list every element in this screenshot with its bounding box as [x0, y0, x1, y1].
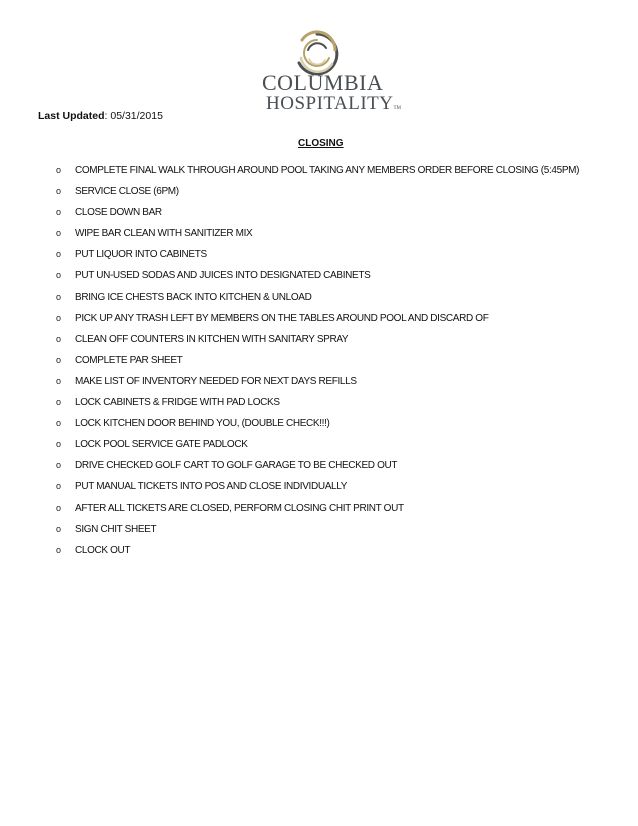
bullet-icon: o	[56, 544, 62, 555]
checklist-item	[0, 308, 638, 329]
checklist-item-text: PICK UP ANY TRASH LEFT BY MEMBERS ON THE TABLES AROUND POOL AND DISCARD OF	[75, 312, 489, 324]
checklist-item	[0, 540, 638, 561]
checklist-item-text: AFTER ALL TICKETS ARE CLOSED, PERFORM CLOSING CHIT PRINT OUT	[75, 502, 404, 514]
bullet-icon: o	[56, 523, 62, 534]
checklist-item	[0, 455, 638, 476]
checklist-item-text: SIGN CHIT SHEET	[75, 523, 157, 535]
bullet-icon: o	[56, 460, 62, 471]
checklist-item	[0, 519, 638, 540]
bullet-icon: o	[56, 481, 62, 492]
closing-checklist	[0, 160, 638, 561]
bullet-icon: o	[56, 228, 62, 239]
columbia-hospitality-logo	[262, 30, 401, 118]
bullet-icon: o	[56, 312, 62, 323]
bullet-icon: o	[56, 397, 62, 408]
checklist-item-text: LOCK CABINETS & FRIDGE WITH PAD LOCKS	[75, 397, 280, 409]
checklist-item	[0, 498, 638, 519]
checklist-item	[0, 160, 638, 181]
checklist-item-text: COMPLETE FINAL WALK THROUGH AROUND POOL TAKING ANY MEMBERS ORDER BEFORE CLOSING (5:45PM)	[75, 165, 580, 176]
last-updated-label: Last Updated	[38, 110, 105, 122]
checklist-item	[0, 329, 638, 350]
checklist-item	[0, 434, 638, 455]
logo-trademark: TM	[393, 106, 401, 111]
checklist-item-text: CLEAN OFF COUNTERS IN KITCHEN WITH SANITARY SPRAY	[75, 333, 349, 345]
bullet-icon: o	[56, 291, 62, 302]
bullet-icon: o	[56, 249, 62, 260]
bullet-icon: o	[56, 354, 62, 365]
bullet-icon: o	[56, 418, 62, 429]
checklist-item-text: MAKE LIST OF INVENTORY NEEDED FOR NEXT DAYS REFILLS	[75, 375, 357, 387]
page-title: CLOSING	[298, 138, 344, 149]
bullet-icon: o	[56, 270, 62, 281]
logo-wordmark-bottom-text: HOSPITALITY	[266, 93, 394, 114]
checklist-item-text: CLOCK OUT	[75, 544, 131, 556]
bullet-icon: o	[56, 375, 62, 386]
checklist-item-text: WIPE BAR CLEAN WITH SANITIZER MIX	[75, 228, 253, 240]
checklist-item-text: SERVICE CLOSE (6PM)	[75, 186, 179, 198]
bullet-icon: o	[56, 439, 62, 450]
checklist-item	[0, 413, 638, 434]
last-updated-separator: :	[104, 110, 108, 122]
bullet-icon: o	[56, 502, 62, 513]
checklist-item-text: LOCK POOL SERVICE GATE PADLOCK	[75, 439, 248, 451]
checklist-item	[0, 265, 638, 286]
checklist-item-text: BRING ICE CHESTS BACK INTO KITCHEN & UNLOAD	[75, 291, 312, 303]
checklist-item	[0, 181, 638, 202]
checklist-item-text: CLOSE DOWN BAR	[75, 207, 162, 219]
checklist-item	[0, 392, 638, 413]
bullet-icon: o	[56, 207, 62, 218]
checklist-item	[0, 350, 638, 371]
checklist-item-text: PUT LIQUOR INTO CABINETS	[75, 249, 207, 261]
last-updated-value: 05/31/2015	[110, 110, 163, 122]
logo-wordmark-bottom	[266, 94, 401, 113]
checklist-item-text: COMPLETE PAR SHEET	[75, 354, 183, 366]
checklist-item	[0, 371, 638, 392]
checklist-item	[0, 244, 638, 265]
last-updated-line	[38, 110, 163, 122]
checklist-item-text: PUT UN-USED SODAS AND JUICES INTO DESIGNATED CABINETS	[75, 270, 371, 282]
checklist-item-text: DRIVE CHECKED GOLF CART TO GOLF GARAGE TO BE CHECKED OUT	[75, 460, 398, 472]
bullet-icon: o	[56, 186, 62, 197]
checklist-item	[0, 287, 638, 308]
logo-wordmark-top: COLUMBIA	[262, 70, 384, 95]
checklist-item	[0, 202, 638, 223]
checklist-item-text: PUT MANUAL TICKETS INTO POS AND CLOSE INDIVIDUALLY	[75, 481, 348, 493]
bullet-icon: o	[56, 165, 62, 175]
bullet-icon: o	[56, 333, 62, 344]
checklist-item-text: LOCK KITCHEN DOOR BEHIND YOU, (DOUBLE CHECK!!!)	[75, 418, 330, 430]
checklist-item	[0, 223, 638, 244]
checklist-item	[0, 476, 638, 497]
